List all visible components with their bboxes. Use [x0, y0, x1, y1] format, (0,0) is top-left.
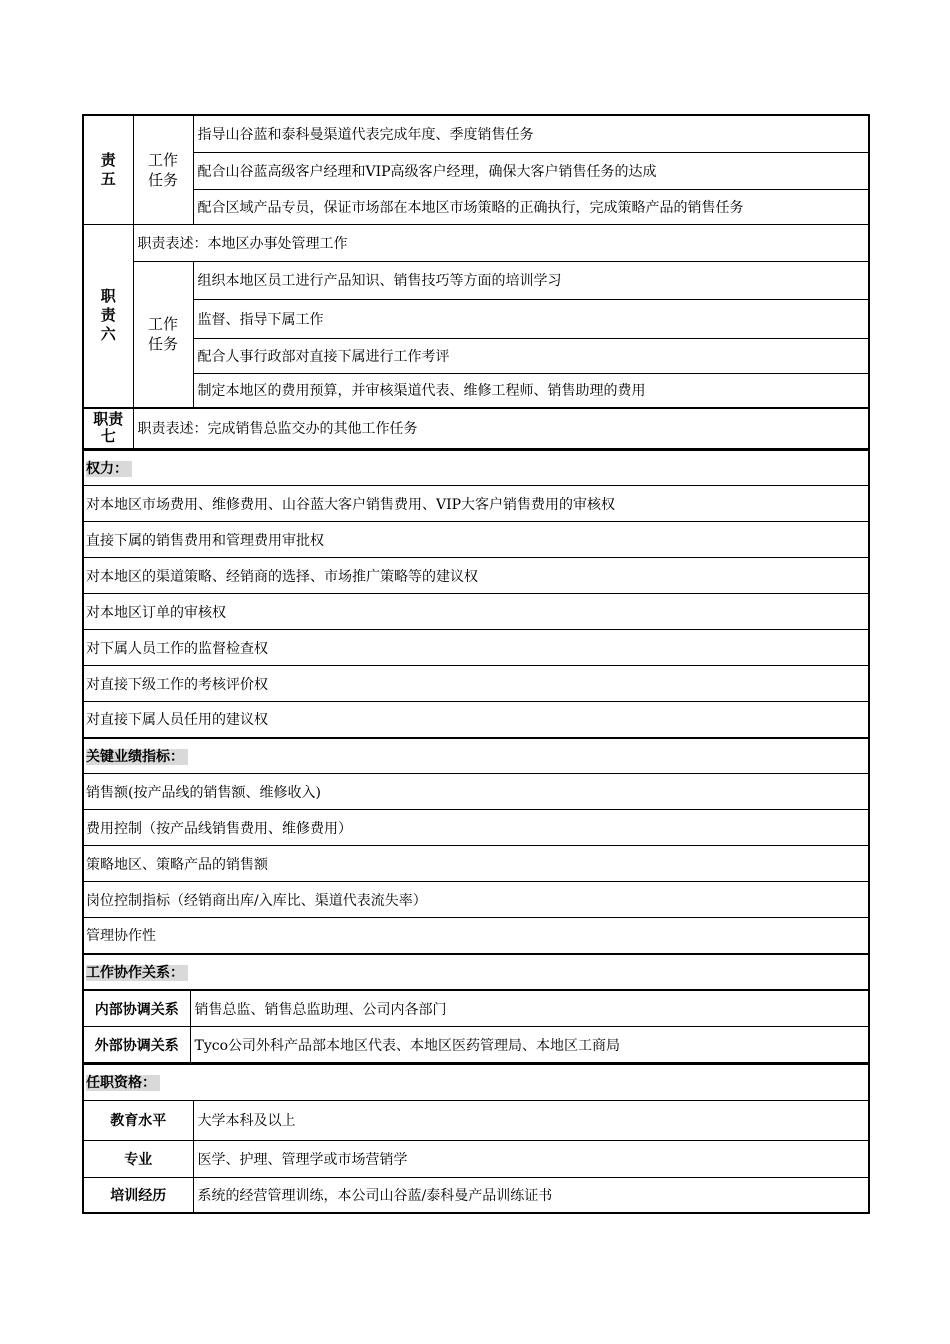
authority-kpi-table: [82, 449, 870, 991]
qualification-label: 专业: [83, 1140, 193, 1177]
authority-item: 对本地区市场费用、维修费用、山谷蓝大客户销售费用、VIP大客户销售费用的审核权: [83, 486, 869, 522]
relations-table: [82, 990, 870, 1063]
duty5-label: 责 五: [83, 115, 133, 224]
duty6-task: 监督、指导下属工作: [193, 299, 869, 338]
kpi-item: 费用控制（按产品线销售费用、维修费用）: [83, 810, 869, 846]
kpi-item: 销售额(按产品线的销售额、维修收入): [83, 774, 869, 810]
kpi-item: 策略地区、策略产品的销售额: [83, 846, 869, 882]
internal-relations-value: 销售总监、销售总监助理、公司内各部门: [190, 991, 869, 1027]
qualifications-heading: 任职资格：: [83, 1064, 869, 1100]
duty5-tasks-label: 工作 任务: [133, 115, 193, 224]
qualifications-table: [82, 1063, 870, 1214]
external-relations-label: 外部协调关系: [83, 1027, 190, 1063]
qualification-value: 医学、护理、管理学或市场营销学: [193, 1140, 869, 1177]
duty7-label: 职责 七: [83, 408, 133, 448]
internal-relations-label: 内部协调关系: [83, 991, 190, 1027]
authority-heading: 权力：: [83, 450, 869, 486]
duty6-label: 职 责 六: [83, 224, 133, 408]
authority-item: 对下属人员工作的监督检查权: [83, 630, 869, 666]
duty5-task: 指导山谷蓝和泰科曼渠道代表完成年度、季度销售任务: [193, 115, 869, 152]
authority-item: 对本地区订单的审核权: [83, 594, 869, 630]
duty6-task: 组织本地区员工进行产品知识、销售技巧等方面的培训学习: [193, 261, 869, 299]
external-relations-value: Tyco公司外科产品部本地区代表、本地区医药管理局、本地区工商局: [190, 1027, 869, 1063]
job-description-sheet: [82, 114, 868, 1214]
duty5-task: 配合区域产品专员，保证市场部在本地区市场策略的正确执行，完成策略产品的销售任务: [193, 189, 869, 224]
authority-item: 对直接下属人员任用的建议权: [83, 702, 869, 738]
kpi-item: 岗位控制指标（经销商出库/入库比、渠道代表流失率）: [83, 882, 869, 918]
duty6-task: 配合人事行政部对直接下属进行工作考评: [193, 338, 869, 373]
authority-item: 对直接下级工作的考核评价权: [83, 666, 869, 702]
relations-heading: 工作协作关系：: [83, 954, 869, 990]
duty6-task: 制定本地区的费用预算，并审核渠道代表、维修工程师、销售助理的费用: [193, 373, 869, 408]
authority-item: 对本地区的渠道策略、经销商的选择、市场推广策略等的建议权: [83, 558, 869, 594]
duty5-task: 配合山谷蓝高级客户经理和VIP高级客户经理，确保大客户销售任务的达成: [193, 152, 869, 189]
qualification-label: 教育水平: [83, 1100, 193, 1140]
qualification-label: 培训经历: [83, 1177, 193, 1213]
authority-item: 直接下属的销售费用和管理费用审批权: [83, 522, 869, 558]
duty7-statement: 职责表述：完成销售总监交办的其他工作任务: [133, 408, 869, 448]
qualification-value: 大学本科及以上: [193, 1100, 869, 1140]
kpi-heading: 关键业绩指标：: [83, 738, 869, 774]
qualification-value: 系统的经营管理训练，本公司山谷蓝/泰科曼产品训练证书: [193, 1177, 869, 1213]
duty6-statement: 职责表述：本地区办事处管理工作: [133, 224, 869, 261]
duties-table: [82, 114, 870, 449]
kpi-item: 管理协作性: [83, 918, 869, 954]
duty6-tasks-label: 工作 任务: [133, 261, 193, 408]
